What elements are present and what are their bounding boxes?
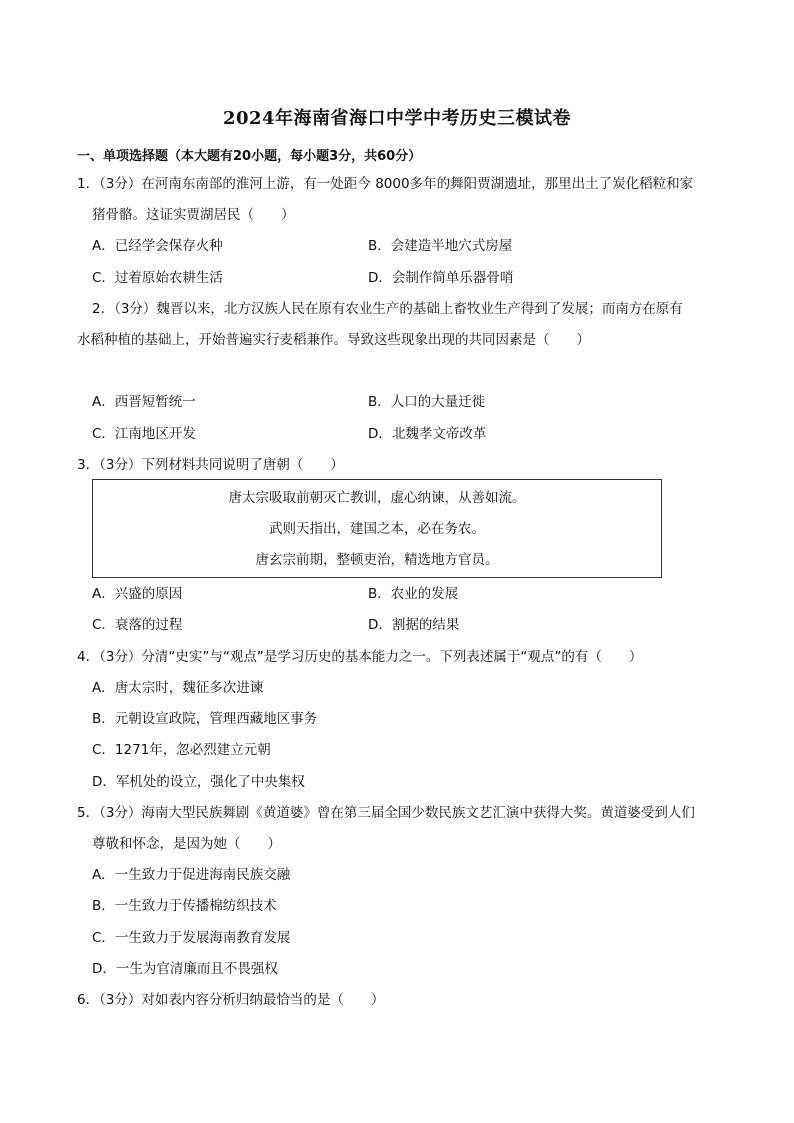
question-1-option-c[interactable]: C．过着原始农耕生活 — [92, 270, 223, 286]
question-4-option-a[interactable]: A．唐太宗时，魏征多次进谏 — [92, 680, 264, 696]
question-1-option-d[interactable]: D．会制作简单乐器骨哨 — [368, 270, 514, 286]
question-5-stem-cont: 尊敬和怀念，是因为她（ ） — [92, 836, 281, 852]
question-3-option-c[interactable]: C．衰落的过程 — [92, 617, 183, 633]
question-4-option-c[interactable]: C．1271年，忽必烈建立元朝 — [92, 742, 271, 758]
question-2-stem: 2．（3分）魏晋以来，北方汉族人民在原有农业生产的基础上畜牧业生产得到了发展；而南方在原有 — [92, 301, 683, 317]
exam-title: 2024年海南省海口中学中考历史三模试卷 — [222, 108, 572, 129]
question-3-stem: 3．（3分）下列材料共同说明了唐朝（ ） — [77, 457, 344, 473]
question-5-option-a[interactable]: A．一生致力于促进海南民族交融 — [92, 867, 291, 883]
question-5-stem: 5．（3分）海南大型民族舞剧《黄道婆》曾在第三届全国少数民族文艺汇演中获得大奖。黄道婆受到人们 — [77, 805, 695, 821]
question-4-stem: 4．（3分）分清“史实”与“观点”是学习历史的基本能力之一。下列表述属于“观点”的有（ ） — [77, 649, 643, 665]
question-6-stem: 6．（3分）对如表内容分析归纳最恰当的是（ ） — [77, 992, 385, 1008]
question-5-option-d[interactable]: D．一生为官清廉而且不畏强权 — [92, 961, 278, 977]
question-3-material-box — [92, 479, 662, 578]
question-2-option-d[interactable]: D．北魏孝文帝改革 — [368, 426, 487, 442]
material-line-1: 唐太宗吸取前朝灭亡教训，虚心纳谏，从善如流。 — [228, 490, 526, 506]
section-heading: 一、单项选择题（本大题有20小题，每小题3分，共60分） — [77, 149, 422, 164]
question-3-option-d[interactable]: D．割据的结果 — [368, 617, 460, 633]
question-2-option-c[interactable]: C．江南地区开发 — [92, 426, 196, 442]
question-3-option-b[interactable]: B．农业的发展 — [368, 586, 459, 602]
question-4-option-d[interactable]: D．军机处的设立，强化了中央集权 — [92, 774, 305, 790]
question-1-stem: 1．（3分）在河南东南部的淮河上游，有一处距今 8000多年的舞阳贾湖遗址，那里出土了炭化稻粒和家 — [77, 176, 694, 192]
question-1-option-b[interactable]: B．会建造半地穴式房屋 — [368, 238, 513, 254]
question-1-option-a[interactable]: A．已经学会保存火种 — [92, 238, 223, 254]
material-line-3: 唐玄宗前期，整顿吏治，精选地方官员。 — [255, 552, 499, 568]
question-5-option-b[interactable]: B．一生致力于传播棉纺织技术 — [92, 898, 277, 914]
question-2-option-b[interactable]: B．人口的大量迁徙 — [368, 394, 486, 410]
question-4-option-b[interactable]: B．元朝设宣政院，管理西藏地区事务 — [92, 711, 318, 727]
material-line-2: 武则天指出，建国之本，必在务农。 — [269, 521, 485, 537]
question-1-stem-cont: 猪骨骼。这证实贾湖居民（ ） — [92, 207, 295, 223]
question-5-option-c[interactable]: C．一生致力于发展海南教育发展 — [92, 930, 291, 946]
question-2-option-a[interactable]: A．西晋短暂统一 — [92, 394, 196, 410]
question-2-stem-cont: 水稻种植的基础上，开始普遍实行麦稻兼作。导致这些现象出现的共同因素是（ ） — [77, 332, 590, 348]
question-3-option-a[interactable]: A．兴盛的原因 — [92, 586, 183, 602]
